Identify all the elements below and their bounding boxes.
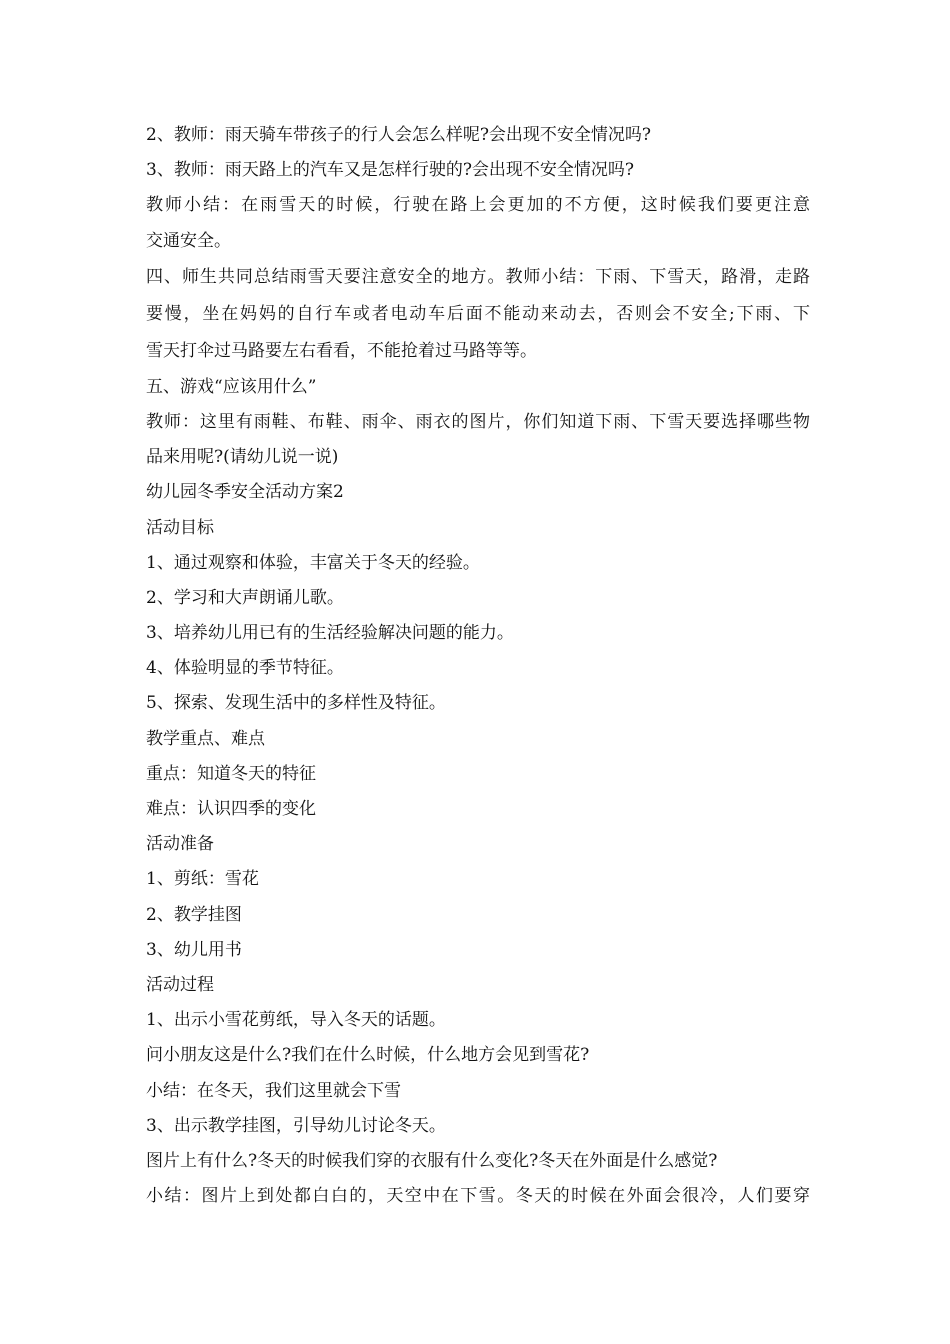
text-line: 交通安全。 [146, 230, 231, 251]
section-heading: 活动准备 [146, 834, 214, 855]
text-line: 3、教师：雨天路上的汽车又是怎样行驶的?会出现不安全情况吗? [146, 160, 635, 181]
section-heading: 活动目标 [146, 517, 214, 538]
list-item: 3、幼儿用书 [146, 939, 242, 960]
list-item: 2、教学挂图 [146, 904, 242, 925]
paragraph-summary [146, 259, 810, 370]
text-line: 小结：图片上到处都白白的，天空中在下雪。冬天的时候在外面会很冷，人们要穿 [146, 1186, 810, 1207]
text-line: 要慢，坐在妈妈的自行车或者电动车后面不能动来动去，否则会不安全;下雨、下 [146, 303, 810, 324]
list-item: 1、剪纸：雪花 [146, 869, 259, 890]
text-line: 雪天打伞过马路要左右看看，不能抢着过马路等等。 [146, 340, 537, 361]
list-item: 3、出示教学挂图，引导幼儿讨论冬天。 [146, 1115, 446, 1136]
text-line: 难点：认识四季的变化 [146, 799, 316, 819]
text-line: 四、师生共同总结雨雪天要注意安全的地方。教师小结：下雨、下雪天，路滑，走路 [146, 266, 810, 287]
section-heading: 教学重点、难点 [146, 728, 265, 749]
text-line: 教师：这里有雨鞋、布鞋、雨伞、雨衣的图片，你们知道下雨、下雪天要选择哪些物 [146, 411, 810, 432]
list-item: 3、培养幼儿用已有的生活经验解决问题的能力。 [146, 623, 514, 644]
text-line: 小结：在冬天，我们这里就会下雪 [146, 1080, 401, 1101]
list-item: 1、通过观察和体验，丰富关于冬天的经验。 [146, 552, 480, 573]
list-item: 5、探索、发现生活中的多样性及特征。 [146, 693, 446, 714]
section-heading: 五、游戏“应该用什么” [146, 376, 317, 397]
list-item: 2、学习和大声朗诵儿歌。 [146, 587, 344, 608]
list-item: 4、体验明显的季节特征。 [146, 658, 344, 679]
text-line: 图片上有什么?冬天的时候我们穿的衣服有什么变化?冬天在外面是什么感觉? [146, 1150, 718, 1171]
section-heading: 活动过程 [146, 974, 214, 995]
text-line: 2、教师：雨天骑车带孩子的行人会怎么样呢?会出现不安全情况吗? [146, 125, 652, 145]
text-line: 品来用呢?(请幼儿说一说) [146, 447, 339, 468]
text-line: 教师小结：在雨雪天的时候，行驶在路上会更加的不方便，这时候我们要更注意 [146, 195, 810, 216]
document-page [146, 118, 810, 1214]
text-line: 重点：知道冬天的特征 [146, 763, 316, 784]
section-title: 幼儿园冬季安全活动方案2 [146, 482, 344, 503]
list-item: 1、出示小雪花剪纸，导入冬天的话题。 [146, 1010, 446, 1031]
text-line: 问小朋友这是什么?我们在什么时候，什么地方会见到雪花? [146, 1045, 590, 1066]
